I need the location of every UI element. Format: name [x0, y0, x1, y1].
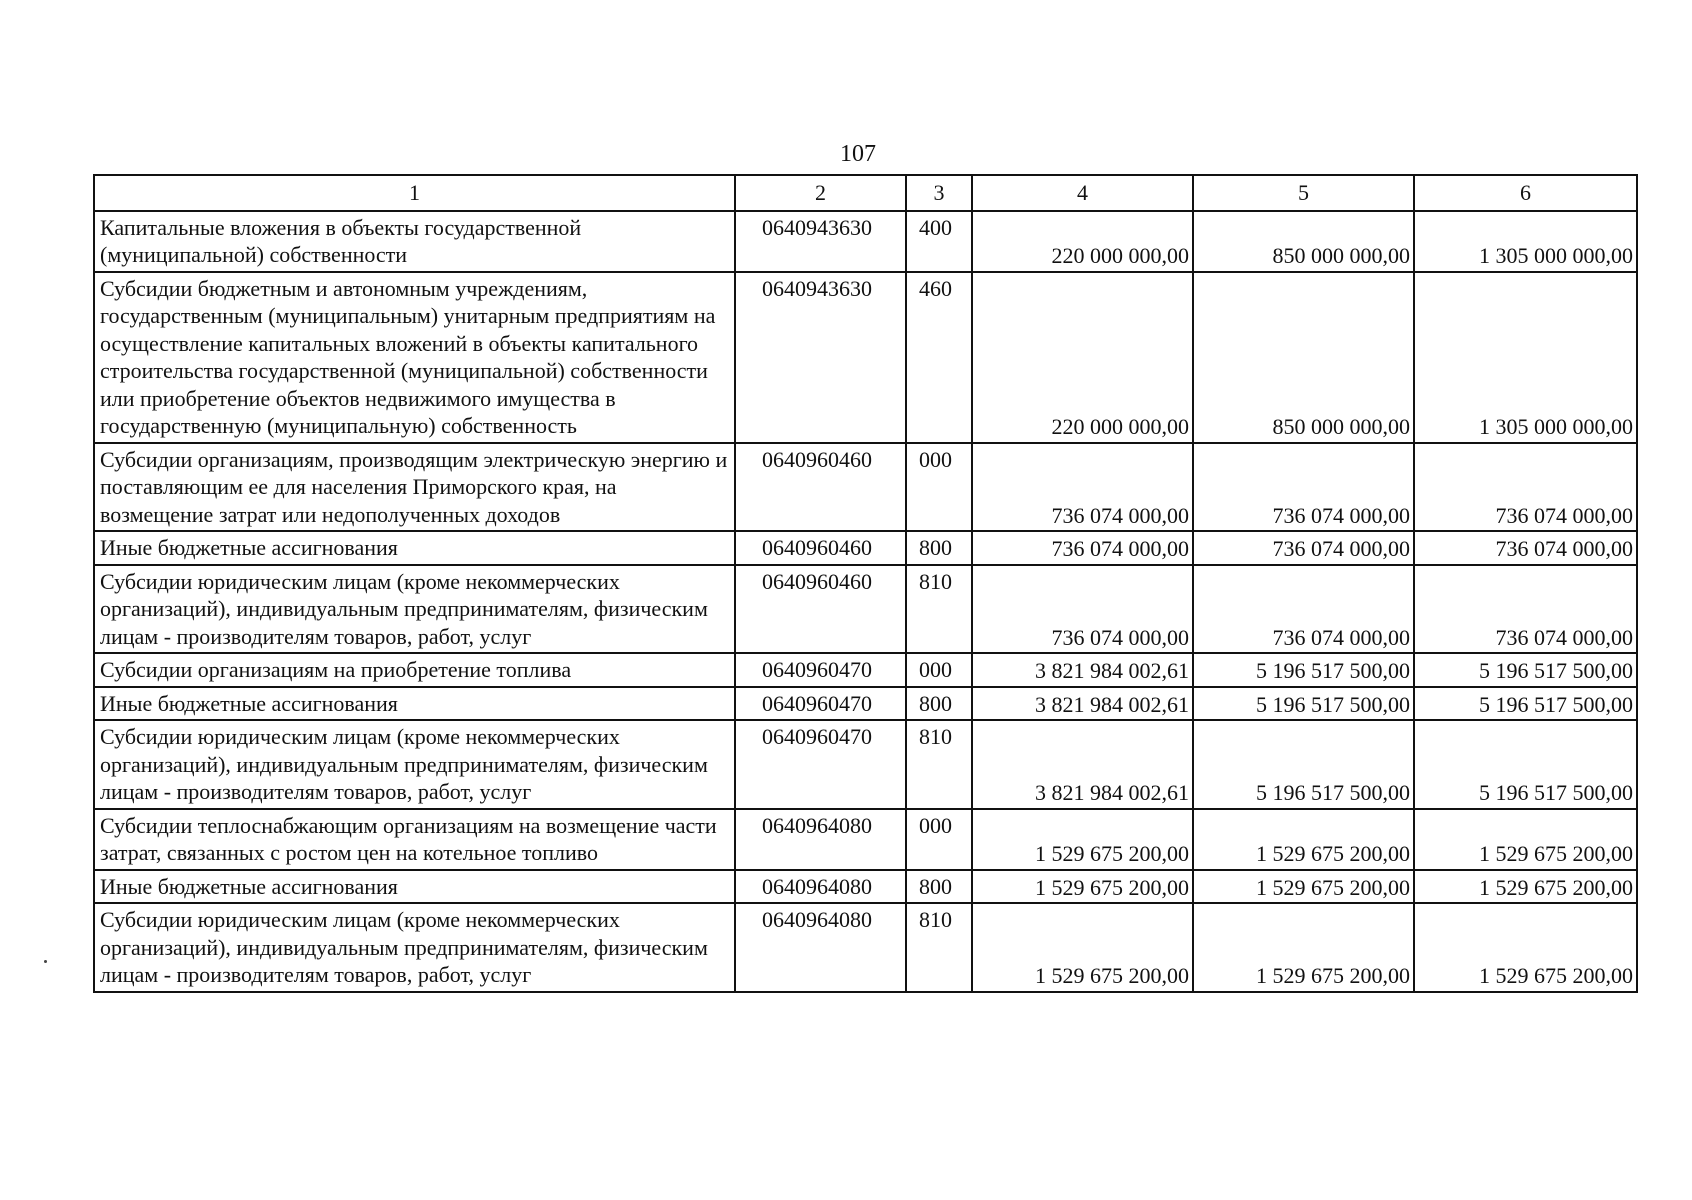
row-amount-col5-cell: 736 074 000,00: [1193, 531, 1414, 565]
row-code-cell: 0640943630: [735, 211, 906, 272]
table-row: [94, 653, 1637, 687]
header-cell-6: 6: [1414, 175, 1637, 211]
row-amount-col6-cell: 736 074 000,00: [1414, 531, 1637, 565]
header-cell-3: 3: [906, 175, 972, 211]
budget-table-body: [94, 175, 1637, 992]
row-amount-col4-cell: 3 821 984 002,61: [972, 653, 1193, 687]
row-expense-type-cell: 810: [906, 720, 972, 809]
row-amount-col5-cell: 736 074 000,00: [1193, 443, 1414, 532]
row-name-cell: Иные бюджетные ассигнования: [94, 687, 735, 721]
row-amount-col4-cell: 736 074 000,00: [972, 565, 1193, 654]
row-code-cell: 0640960460: [735, 443, 906, 532]
row-code-cell: 0640960470: [735, 653, 906, 687]
table-row: [94, 565, 1637, 654]
row-amount-col4-cell: 1 529 675 200,00: [972, 903, 1193, 992]
table-row: [94, 531, 1637, 565]
table-row: [94, 720, 1637, 809]
header-cell-4: 4: [972, 175, 1193, 211]
row-amount-col5-cell: 736 074 000,00: [1193, 565, 1414, 654]
row-amount-col4-cell: 220 000 000,00: [972, 211, 1193, 272]
header-cell-2: 2: [735, 175, 906, 211]
row-amount-col6-cell: 736 074 000,00: [1414, 443, 1637, 532]
row-expense-type-cell: 800: [906, 870, 972, 904]
row-amount-col4-cell: 736 074 000,00: [972, 443, 1193, 532]
row-amount-col5-cell: 1 529 675 200,00: [1193, 903, 1414, 992]
row-amount-col4-cell: 220 000 000,00: [972, 272, 1193, 443]
row-expense-type-cell: 810: [906, 565, 972, 654]
row-amount-col5-cell: 1 529 675 200,00: [1193, 809, 1414, 870]
row-amount-col6-cell: 1 529 675 200,00: [1414, 903, 1637, 992]
row-amount-col5-cell: 5 196 517 500,00: [1193, 720, 1414, 809]
row-name-cell: Субсидии юридическим лицам (кроме некоммерческих организаций), индивидуальным предпринимателям, физическим лицам - производителям товаров, работ, услуг: [94, 903, 735, 992]
row-name-cell: Субсидии юридическим лицам (кроме некоммерческих организаций), индивидуальным предпринимателям, физическим лицам - производителям товаров, работ, услуг: [94, 565, 735, 654]
row-amount-col6-cell: 5 196 517 500,00: [1414, 687, 1637, 721]
row-amount-col4-cell: 3 821 984 002,61: [972, 687, 1193, 721]
row-code-cell: 0640960460: [735, 531, 906, 565]
row-code-cell: 0640960470: [735, 687, 906, 721]
header-row: [94, 175, 1637, 211]
row-expense-type-cell: 810: [906, 903, 972, 992]
row-name-cell: Субсидии юридическим лицам (кроме некоммерческих организаций), индивидуальным предпринимателям, физическим лицам - производителям товаров, работ, услуг: [94, 720, 735, 809]
row-amount-col4-cell: 3 821 984 002,61: [972, 720, 1193, 809]
row-amount-col6-cell: 5 196 517 500,00: [1414, 653, 1637, 687]
budget-table: [93, 174, 1638, 993]
row-amount-col4-cell: 736 074 000,00: [972, 531, 1193, 565]
row-expense-type-cell: 800: [906, 531, 972, 565]
row-amount-col4-cell: 1 529 675 200,00: [972, 870, 1193, 904]
row-amount-col6-cell: 5 196 517 500,00: [1414, 720, 1637, 809]
row-code-cell: 0640960470: [735, 720, 906, 809]
row-expense-type-cell: 000: [906, 653, 972, 687]
row-amount-col5-cell: 5 196 517 500,00: [1193, 687, 1414, 721]
row-amount-col5-cell: 850 000 000,00: [1193, 211, 1414, 272]
row-name-cell: Иные бюджетные ассигнования: [94, 870, 735, 904]
table-row: [94, 870, 1637, 904]
row-amount-col6-cell: 1 529 675 200,00: [1414, 870, 1637, 904]
table-row: [94, 211, 1637, 272]
row-amount-col5-cell: 1 529 675 200,00: [1193, 870, 1414, 904]
row-name-cell: Субсидии бюджетным и автономным учреждениям, государственным (муниципальным) унитарным предприятиям на осуществление капитальных вложений в объекты капитального строительства государственной (муниципальной) собственности или приобретение объектов недвижимого имущества в государственную (муниципальную) собственность: [94, 272, 735, 443]
header-cell-1: 1: [94, 175, 735, 211]
row-name-cell: Субсидии организациям на приобретение топлива: [94, 653, 735, 687]
row-code-cell: 0640964080: [735, 809, 906, 870]
row-expense-type-cell: 460: [906, 272, 972, 443]
row-amount-col5-cell: 850 000 000,00: [1193, 272, 1414, 443]
scan-speck: [44, 960, 47, 963]
row-code-cell: 0640964080: [735, 903, 906, 992]
row-amount-col6-cell: 736 074 000,00: [1414, 565, 1637, 654]
row-amount-col6-cell: 1 305 000 000,00: [1414, 211, 1637, 272]
table-row: [94, 443, 1637, 532]
row-expense-type-cell: 800: [906, 687, 972, 721]
row-amount-col6-cell: 1 305 000 000,00: [1414, 272, 1637, 443]
row-amount-col4-cell: 1 529 675 200,00: [972, 809, 1193, 870]
row-name-cell: Субсидии теплоснабжающим организациям на возмещение части затрат, связанных с ростом цен на котельное топливо: [94, 809, 735, 870]
row-name-cell: Капитальные вложения в объекты государственной (муниципальной) собственности: [94, 211, 735, 272]
row-expense-type-cell: 000: [906, 809, 972, 870]
row-code-cell: 0640960460: [735, 565, 906, 654]
row-code-cell: 0640943630: [735, 272, 906, 443]
row-amount-col5-cell: 5 196 517 500,00: [1193, 653, 1414, 687]
table-row: [94, 687, 1637, 721]
row-expense-type-cell: 400: [906, 211, 972, 272]
row-expense-type-cell: 000: [906, 443, 972, 532]
table-row: [94, 903, 1637, 992]
table-row: [94, 272, 1637, 443]
row-amount-col6-cell: 1 529 675 200,00: [1414, 809, 1637, 870]
row-code-cell: 0640964080: [735, 870, 906, 904]
row-name-cell: Субсидии организациям, производящим электрическую энергию и поставляющим ее для населения Приморского края, на возмещение затрат или недополученных доходов: [94, 443, 735, 532]
table-row: [94, 809, 1637, 870]
header-cell-5: 5: [1193, 175, 1414, 211]
page-number: 107: [840, 141, 876, 167]
row-name-cell: Иные бюджетные ассигнования: [94, 531, 735, 565]
